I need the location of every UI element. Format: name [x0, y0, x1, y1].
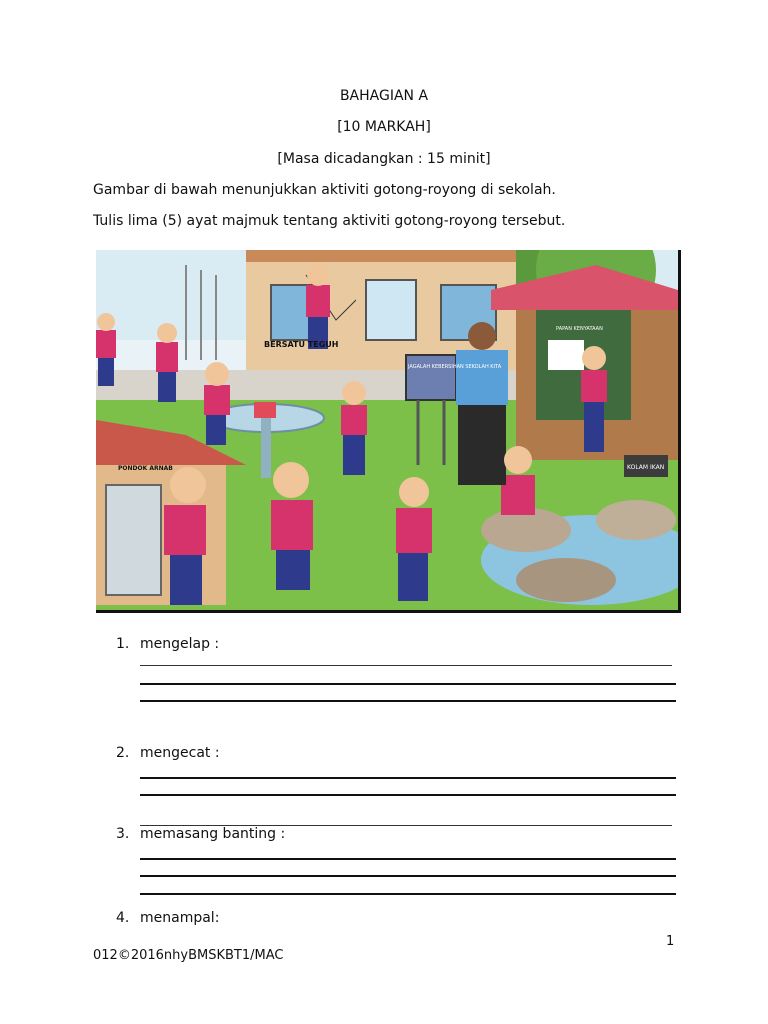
answer-line[interactable] [140, 794, 676, 796]
question-2-label: mengecat : [140, 745, 220, 761]
footer-code: 012©2016nhyBMSKBT1/MAC [93, 948, 284, 963]
answer-line[interactable] [140, 875, 676, 877]
page-number: 1 [666, 934, 675, 949]
sign-bersatu: BERSATU TEGUH [264, 340, 339, 349]
question-2-number: 2. [116, 745, 130, 761]
sign-pondok: PONDOK ARNAB [118, 465, 173, 472]
answer-line[interactable] [140, 893, 676, 895]
answer-line[interactable] [140, 683, 676, 685]
instruction-line-2: Tulis lima (5) ayat majmuk tentang aktiviti gotong-royong tersebut. [93, 213, 566, 229]
sign-jagalah: JAGALAH KEBERSIHAN SEKOLAH KITA [408, 364, 502, 370]
answer-line[interactable] [140, 777, 676, 779]
question-1-label: mengelap : [140, 636, 220, 652]
question-4-label: menampal: [140, 910, 220, 926]
question-3-number: 3. [116, 826, 130, 842]
time-label: [Masa dicadangkan : 15 minit] [277, 151, 491, 167]
answer-line[interactable] [140, 858, 676, 860]
instruction-line-1: Gambar di bawah menunjukkan aktiviti gotong-royong di sekolah. [93, 182, 556, 198]
question-4-number: 4. [116, 910, 130, 926]
answer-line[interactable] [140, 665, 672, 666]
question-1-number: 1. [116, 636, 130, 652]
section-title: BAHAGIAN A [339, 88, 429, 104]
marks-label: [10 MARKAH] [337, 119, 431, 135]
gotong-royong-illustration [96, 250, 681, 613]
sign-papan: PAPAN KENYATAAN [556, 326, 603, 332]
question-3-label: memasang banting : [140, 826, 286, 842]
answer-line[interactable] [140, 700, 676, 702]
sign-kolam: KOLAM IKAN [627, 464, 665, 471]
